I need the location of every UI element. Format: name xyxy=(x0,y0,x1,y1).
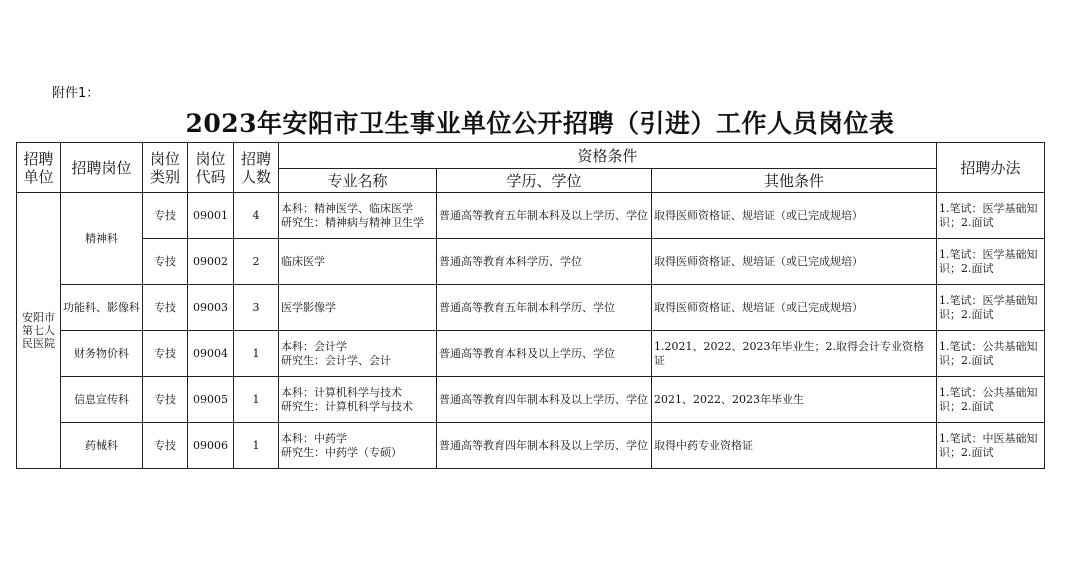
code-cell: 09003 xyxy=(188,285,234,331)
major-cell: 本科：中药学 研究生：中药学（专硕） xyxy=(279,423,437,469)
method-cell: 1.笔试：公共基础知识；2.面试 xyxy=(937,377,1045,423)
count-cell: 3 xyxy=(234,285,279,331)
position-cell: 精神科 xyxy=(61,193,143,285)
education-cell: 普通高等教育四年制本科及以上学历、学位 xyxy=(437,423,652,469)
header-other: 其他条件 xyxy=(652,169,937,193)
method-cell: 1.笔试：医学基础知识；2.面试 xyxy=(937,285,1045,331)
count-cell: 4 xyxy=(234,193,279,239)
header-code: 岗位代码 xyxy=(188,143,234,193)
count-cell: 1 xyxy=(234,377,279,423)
count-cell: 1 xyxy=(234,423,279,469)
other-cell: 取得中药专业资格证 xyxy=(652,423,937,469)
education-cell: 普通高等教育本科学历、学位 xyxy=(437,239,652,285)
position-cell: 药械科 xyxy=(61,423,143,469)
category-cell: 专技 xyxy=(143,423,188,469)
category-cell: 专技 xyxy=(143,331,188,377)
count-cell: 1 xyxy=(234,331,279,377)
header-major: 专业名称 xyxy=(279,169,437,193)
code-cell: 09001 xyxy=(188,193,234,239)
other-cell: 2021、2022、2023年毕业生 xyxy=(652,377,937,423)
other-cell: 1.2021、2022、2023年毕业生；2.取得会计专业资格证 xyxy=(652,331,937,377)
category-cell: 专技 xyxy=(143,377,188,423)
category-cell: 专技 xyxy=(143,239,188,285)
method-cell: 1.笔试：医学基础知识；2.面试 xyxy=(937,193,1045,239)
count-cell: 2 xyxy=(234,239,279,285)
table-row xyxy=(17,377,1045,423)
position-cell: 信息宣传科 xyxy=(61,377,143,423)
major-cell: 本科：会计学 研究生：会计学、会计 xyxy=(279,331,437,377)
page-title: 2023年安阳市卫生事业单位公开招聘（引进）工作人员岗位表 xyxy=(185,109,895,138)
header-row-1 xyxy=(17,143,1045,169)
header-unit: 招聘单位 xyxy=(17,143,61,193)
header-method: 招聘办法 xyxy=(937,143,1045,193)
code-cell: 09002 xyxy=(188,239,234,285)
header-position: 招聘岗位 xyxy=(61,143,143,193)
attachment-label: 附件1： xyxy=(52,86,100,101)
position-cell: 功能科、影像科 xyxy=(61,285,143,331)
table-row xyxy=(17,285,1045,331)
header-category: 岗位类别 xyxy=(143,143,188,193)
header-education: 学历、学位 xyxy=(437,169,652,193)
code-cell: 09005 xyxy=(188,377,234,423)
unit-name-cell: 安阳市第七人民医院 xyxy=(17,193,61,469)
table-row xyxy=(17,193,1045,239)
table-row xyxy=(17,331,1045,377)
method-cell: 1.笔试：医学基础知识；2.面试 xyxy=(937,239,1045,285)
other-cell: 取得医师资格证、规培证（或已完成规培） xyxy=(652,239,937,285)
table-row xyxy=(17,423,1045,469)
other-cell: 取得医师资格证、规培证（或已完成规培） xyxy=(652,193,937,239)
other-cell: 取得医师资格证、规培证（或已完成规培） xyxy=(652,285,937,331)
major-cell: 本科：计算机科学与技术 研究生：计算机科学与技术 xyxy=(279,377,437,423)
table-row xyxy=(17,239,1045,285)
code-cell: 09004 xyxy=(188,331,234,377)
education-cell: 普通高等教育四年制本科及以上学历、学位 xyxy=(437,377,652,423)
header-qualifications: 资格条件 xyxy=(279,143,937,169)
major-cell: 临床医学 xyxy=(279,239,437,285)
major-cell: 医学影像学 xyxy=(279,285,437,331)
code-cell: 09006 xyxy=(188,423,234,469)
position-cell: 财务物价科 xyxy=(61,331,143,377)
method-cell: 1.笔试：中医基础知识；2.面试 xyxy=(937,423,1045,469)
category-cell: 专技 xyxy=(143,193,188,239)
major-cell: 本科：精神医学、临床医学 研究生：精神病与精神卫生学 xyxy=(279,193,437,239)
header-count: 招聘人数 xyxy=(234,143,279,193)
method-cell: 1.笔试：公共基础知识；2.面试 xyxy=(937,331,1045,377)
category-cell: 专技 xyxy=(143,285,188,331)
education-cell: 普通高等教育本科及以上学历、学位 xyxy=(437,331,652,377)
education-cell: 普通高等教育五年制本科学历、学位 xyxy=(437,285,652,331)
education-cell: 普通高等教育五年制本科及以上学历、学位 xyxy=(437,193,652,239)
positions-table xyxy=(16,142,1045,469)
